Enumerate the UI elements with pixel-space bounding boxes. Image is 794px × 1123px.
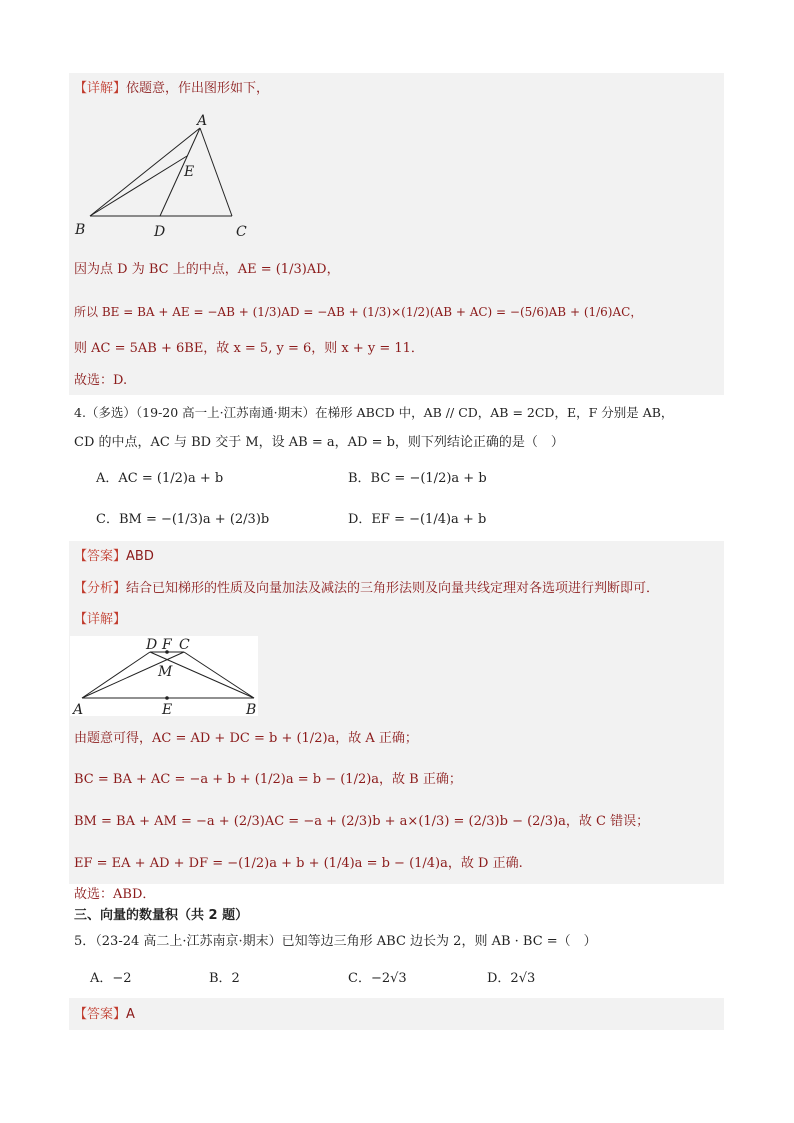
analysis-tag: 【分析】 <box>74 581 127 596</box>
q4-option-d: D．EF = −(1/4)a + b <box>348 512 487 527</box>
q3-line2: 所以 BE = BA + AE = −AB + (1/3)AD = −AB + (1/3)×(1/2)(AB + AC) = −(5/6)AB + (1/6)AC， <box>74 305 643 319</box>
label-a: A <box>73 702 84 716</box>
q3-line3: 则 AC = 5AB + 6BE，故 x = 5, y = 6，则 x + y = 11． <box>74 341 424 356</box>
label-e: E <box>184 164 195 180</box>
q5-option-c: C．−2√3 <box>348 971 407 986</box>
q5-answer-band <box>69 998 724 1030</box>
q4-stem-line2: CD 的中点，AC 与 BD 交于 M，设 AB = a，AD = b，则下列结论正确的是（ ） <box>74 435 564 450</box>
q4-answer <box>74 548 154 566</box>
analysis-text: 结合已知梯形的性质及向量加法及减法的三角形法则及向量共线定理对各选项进行判断即可． <box>126 581 660 596</box>
answer-tag: 【答案】 <box>74 1007 127 1022</box>
q4-option-a: A．AC = (1/2)a + b <box>96 471 224 486</box>
q4-final-answer: 故选：ABD． <box>74 887 156 902</box>
trapezoid-figure <box>70 636 258 716</box>
q4-option-b: B．BC = −(1/2)a + b <box>348 471 487 486</box>
label-c: C <box>236 224 247 240</box>
q4-detail-2: BC = BA + AC = −a + b + (1/2)a = b − (1/2)a，故 B 正确； <box>74 772 462 787</box>
q5-stem: 5．（23-24 高二上·江苏南京·期末）已知等边三角形 ABC 边长为 2，则 AB · BC =（ ） <box>74 934 597 949</box>
label-f: F <box>162 637 172 653</box>
q5-option-d: D．2√3 <box>487 971 536 986</box>
q4-detail-1: 由题意可得，AC = AD + DC = b + (1/2)a，故 A 正确； <box>74 731 418 746</box>
detail-tag: 【详解】 <box>74 612 127 627</box>
q3-answer: 故选：D. <box>74 373 128 388</box>
answer-tag: 【答案】 <box>74 549 127 564</box>
triangle-figure <box>70 108 260 243</box>
label-a: A <box>197 113 208 129</box>
answer-value: ABD <box>126 549 154 564</box>
q4-answer-band <box>69 541 724 573</box>
label-c: C <box>179 637 190 653</box>
q4-detail-3: BM = BA + AM = −a + (2/3)AC = −a + (2/3)b + a×(1/3) = (2/3)b − (2/3)a，故 C 错误； <box>74 814 650 829</box>
q5-option-b: B．2 <box>209 971 240 986</box>
label-m: M <box>158 664 173 680</box>
answer-value: A <box>126 1007 135 1022</box>
section-heading: 三、向量的数量积（共 2 题） <box>74 908 249 923</box>
q5-answer <box>74 1006 135 1024</box>
q5-option-a: A．−2 <box>90 971 132 986</box>
q4-analysis <box>74 580 659 598</box>
q3-detail-heading <box>74 80 269 98</box>
detail-text: 依题意，作出图形如下， <box>126 81 270 96</box>
label-b: B <box>246 702 257 716</box>
q4-detail-heading <box>74 611 126 629</box>
q4-stem-line1: 4.（多选）（19-20 高一上·江苏南通·期末）在梯形 ABCD 中，AB // CD，AB = 2CD，E，F 分别是 AB， <box>74 405 674 420</box>
q4-option-c: C．BM = −(1/3)a + (2/3)b <box>96 512 270 527</box>
q4-detail-4: EF = EA + AD + DF = −(1/2)a + b + (1/4)a = b − (1/4)a，故 D 正确. <box>74 856 523 871</box>
label-e: E <box>162 702 173 716</box>
q3-line1: 因为点 D 为 BC 上的中点，AE = (1/3)AD， <box>74 262 340 277</box>
label-d: D <box>154 224 166 240</box>
label-d: D <box>146 637 158 653</box>
label-b: B <box>75 222 86 238</box>
detail-tag: 【详解】 <box>74 81 127 96</box>
